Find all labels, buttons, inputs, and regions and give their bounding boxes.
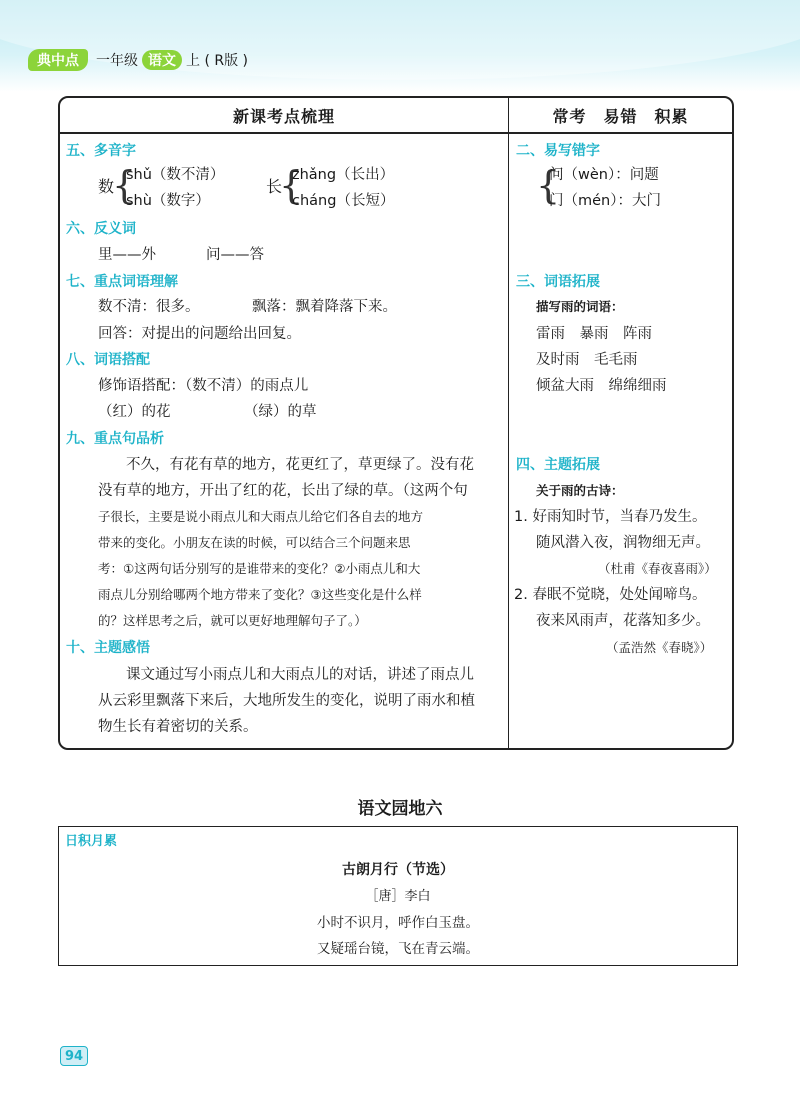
poem-line: 随风潜入夜，润物细无声。 bbox=[536, 535, 710, 551]
poem-line: 小时不识月，呼作白玉盘。 bbox=[317, 915, 479, 931]
garden-title: 语文园地六 bbox=[357, 799, 443, 819]
column-divider bbox=[508, 98, 509, 748]
brace-icon: { bbox=[279, 163, 304, 207]
subsection-label: 描写雨的词语： bbox=[536, 299, 624, 314]
word-list-line: 倾盆大雨 绵绵细雨 bbox=[536, 378, 667, 394]
right-column-title: 常考 易错 积累 bbox=[509, 98, 732, 134]
analysis-line: 考：①这两句话分别写的是谁带来的变化？②小雨点儿和大 bbox=[98, 561, 421, 576]
page-number: 94 bbox=[60, 1046, 88, 1066]
pinyin-line: zhǎng（长出） bbox=[292, 167, 395, 183]
error-char-line: 门（mén）：大门 bbox=[549, 193, 661, 209]
poem-line: 2. 春眠不觉晓，处处闻啼鸟。 bbox=[514, 587, 707, 603]
review-table bbox=[58, 96, 734, 750]
brace-icon: { bbox=[112, 163, 137, 207]
section-title: 七、重点词语理解 bbox=[66, 274, 178, 290]
brace-icon: { bbox=[536, 163, 561, 207]
pinyin-line: shǔ（数不清） bbox=[126, 167, 225, 183]
word-meaning: 飘落：飘着降落下来。 bbox=[252, 299, 397, 315]
section-title: 五、多音字 bbox=[66, 143, 136, 159]
section-title: 三、词语拓展 bbox=[516, 274, 600, 290]
poem-line: 夜来风雨声，花落知多少。 bbox=[536, 613, 710, 629]
theme-line: 课文通过写小雨点儿和大雨点儿的对话，讲述了雨点儿 bbox=[126, 667, 474, 683]
analysis-line: 雨点儿分别给哪两个地方带来了变化？③这些变化是什么样 bbox=[98, 587, 422, 602]
word-meaning: 数不清：很多。 bbox=[98, 299, 200, 315]
analysis-line: 带来的变化。小朋友在读的时候，可以结合三个问题来思 bbox=[98, 535, 411, 550]
grade-label: 一年级 bbox=[96, 53, 138, 69]
section-title: 八、词语搭配 bbox=[66, 352, 150, 368]
left-column-title: 新课考点梳理 bbox=[60, 98, 508, 134]
analysis-line: 子很长，主要是说小雨点儿和大雨点儿给它们各自去的地方 bbox=[98, 509, 424, 524]
poem-source: （孟浩然《春晓》） bbox=[606, 640, 713, 655]
subsection-label: 关于雨的古诗： bbox=[536, 483, 624, 498]
poem-title: 古朗月行（节选） bbox=[342, 862, 454, 878]
section-title: 日积月累 bbox=[65, 834, 118, 849]
collocation-line: 修饰语搭配：（数不清）的雨点儿 bbox=[98, 378, 309, 394]
section-title: 二、易写错字 bbox=[516, 143, 600, 159]
pinyin-line: shù（数字） bbox=[126, 193, 210, 209]
subject-badge: 语文 bbox=[142, 50, 182, 70]
section-title: 九、重点句品析 bbox=[66, 431, 164, 447]
word-list-line: 雷雨 暴雨 阵雨 bbox=[536, 326, 652, 342]
collocation-line: （绿）的草 bbox=[244, 404, 317, 420]
top-banner bbox=[0, 0, 800, 92]
brand-logo: 典中点 bbox=[28, 49, 88, 71]
poem-line: 1. 好雨知时节，当春乃发生。 bbox=[514, 509, 707, 525]
polyphone-char: 数 bbox=[98, 177, 115, 196]
word-list-line: 及时雨 毛毛雨 bbox=[536, 352, 638, 368]
pinyin-line: cháng（长短） bbox=[292, 193, 395, 209]
analysis-line: 不久，有花有草的地方，花更红了，草更绿了。没有花 bbox=[126, 457, 474, 473]
edition-label: 上 ( R版 ) bbox=[186, 53, 249, 69]
section-title: 六、反义词 bbox=[66, 221, 136, 237]
section-title: 四、主题拓展 bbox=[516, 457, 600, 473]
error-char-line: 问（wèn）：问题 bbox=[549, 167, 659, 183]
polyphone-char: 长 bbox=[266, 177, 283, 196]
analysis-line: 的？这样思考之后，就可以更好地理解句子了。） bbox=[98, 613, 367, 628]
daily-accumulation-box bbox=[58, 826, 738, 966]
poem-line: 又疑瑶台镜，飞在青云端。 bbox=[317, 941, 479, 957]
analysis-line: 没有草的地方，开出了红的花，长出了绿的草。（这两个句 bbox=[98, 483, 468, 499]
word-meaning: 回答：对提出的问题给出回复。 bbox=[98, 326, 301, 342]
antonym-pair: 问——答 bbox=[206, 247, 264, 263]
theme-line: 从云彩里飘落下来后，大地所发生的变化，说明了雨水和植 bbox=[98, 693, 475, 709]
collocation-line: （红）的花 bbox=[98, 404, 171, 420]
section-title: 十、主题感悟 bbox=[66, 640, 150, 656]
antonym-pair: 里——外 bbox=[98, 247, 156, 263]
page-header bbox=[28, 48, 248, 72]
poem-author: ［唐］李白 bbox=[365, 889, 431, 904]
poem-source: （杜甫《春夜喜雨》） bbox=[598, 561, 717, 576]
theme-line: 物生长有着密切的关系。 bbox=[98, 719, 258, 735]
